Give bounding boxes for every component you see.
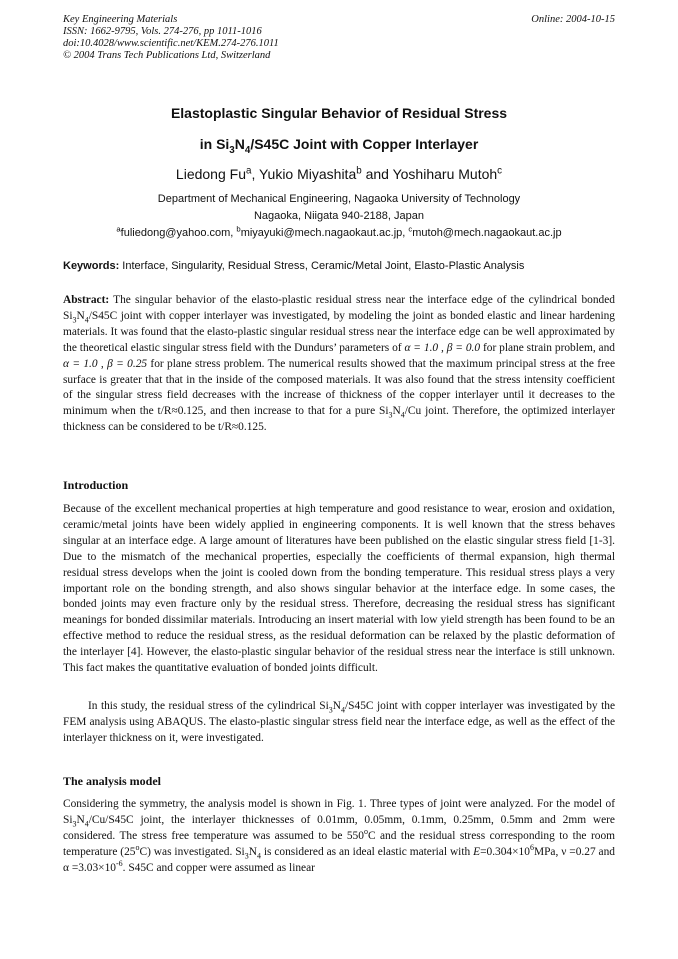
introduction-paragraph-1: Because of the excellent mechanical properties at high temperature and good resistance to wear, erosion and oxidation, ceramic/metal joints have been widely applied in engineering components. It is well known that the stress behaves singular at an interface edge. A large amount of literatures have been published on the elastic singular stress field [1-3]. Due to the mismatch of the mechanical properties, especially the coefficients of thermal expansion, high thermal residual stress develops when the joint is cooled down from the bonding temperature. This residual stress plays a very important role on the bonding strength, and also shows singular behavior at the interface edge. In some cases, the bonded joints may even fracture only by the residual stress. Therefore, decreasing the residual stress has significant meanings for bonded dissimilar materials. Introducing an insert material with low yield strength has been found to be an effective method to reduce the residual stress, as the residual deformation can be relaxed by the plastic deformation of the interlayer [4]. However, the elasto-plastic singular behavior of the residual stress near the interface is still unknown. This fact makes the quantitative evaluation of bonded joints difficult. <box>63 503 615 675</box>
abstract-label: Abstract: <box>63 294 110 306</box>
affiliation-dept: Department of Mechanical Engineering, Nagaoka University of Technology <box>157 193 521 205</box>
copyright-line: © 2004 Trans Tech Publications Ltd, Switzerland <box>63 50 271 61</box>
author-2: Yukio Miyashita <box>258 166 357 182</box>
author-emails: $^a$fuliedong@yahoo.com, $^b$miyayuki@mech.nagaokaut.ac.jp, $^c$mutoh@mech.nagaokaut.ac.jp <box>116 224 562 239</box>
keywords-label: Keywords: <box>63 260 120 272</box>
doi-line: doi:10.4028/www.scientific.net/KEM.274-276.1011 <box>63 38 279 49</box>
paper-title-line-2: in $Si_3N_4/S45C$ Joint with Copper Interlayer <box>199 136 479 156</box>
introduction-paragraph-2: In this study, the residual stress of the cylindrical $Si_3N_4/S45C$ joint with copper interlayer was investigated by the FEM analysis using ABAQUS. The elasto-plastic singular stress field near the interface edge, as well as the effect of the interlayer thickness on it, were investigated. <box>63 700 616 744</box>
author-list: Liedong Fu$^a$, Yukio Miyashita$^b$ and Yoshiharu Mutoh$^c$ <box>175 165 503 182</box>
issn-line: ISSN: 1662-9795, Vols. 274-276, pp 1011-1016 <box>63 26 262 37</box>
introduction-heading: Introduction <box>63 478 129 492</box>
author-3: Yoshiharu Mutoh <box>392 166 498 182</box>
online-date: Online: 2004-10-15 <box>531 14 615 25</box>
analysis-model-paragraph: Considering the symmetry, the analysis model is shown in Fig. 1. Three types of joint were analyzed. For the model of $Si_3N_4/Cu/S45C$ joint, the interlayer thicknesses of 0.01mm, 0.05mm, 0.1mm, 0.25mm, 0.5mm and 2mm were considered. The stress free temperature was assumed to be 550$^o$C and the residual stress corresponding to the room temperature (25$^o$C) was investigated. $Si_3N_4$ is considered as an ideal elastic material with $E=0.304\times 10^6MPa$, ν =0.27 and $\alpha =3.03\times 10^{-6}$. S45C and copper were assumed as linear <box>63 798 616 874</box>
author-1: Liedong Fu <box>175 166 246 182</box>
keywords: Keywords: Interface, Singularity, Residual Stress, Ceramic/Metal Joint, Elasto-Plastic Analysis <box>63 260 525 272</box>
analysis-model-heading: The analysis model <box>63 774 162 788</box>
abstract: Abstract: The singular behavior of the elasto-plastic residual stress near the interface edge of the cylindrical bonded $Si_3N_4/S45C$ joint with copper interlayer was investigated, by modeling the joint as bonded elastic and linear hardening materials. It was found that the elasto-plastic singular residual stress near the interface edge can be well approximated by the theoretical elastic singular stress field with the Dundurs’ parameters of α = 1.0 , β = 0.0 for plane strain problem, and α = 1.0 , β = 0.25 for plane stress problem. The numerical results showed that the maximum principal stress at the free surface is greater that that in the inside of the composed materials. It was also found that the stress intensity coefficient of the singular stress field decreases with the increase of thickness of the copper interlayer until it decreases to the minimum when the t/R≈0.125, and then increase to that for a pure $Si_3N_4/Cu$ joint. Therefore, the optimized interlayer thickness can be considered to be t/R≈0.125. <box>63 294 616 434</box>
affiliation-city: Nagaoka, Niigata 940-2188, Japan <box>253 210 424 222</box>
journal-header <box>63 14 615 62</box>
paper-title-line-1: Elastoplastic Singular Behavior of Residual Stress <box>170 105 508 121</box>
journal-name: Key Engineering Materials <box>63 14 178 25</box>
